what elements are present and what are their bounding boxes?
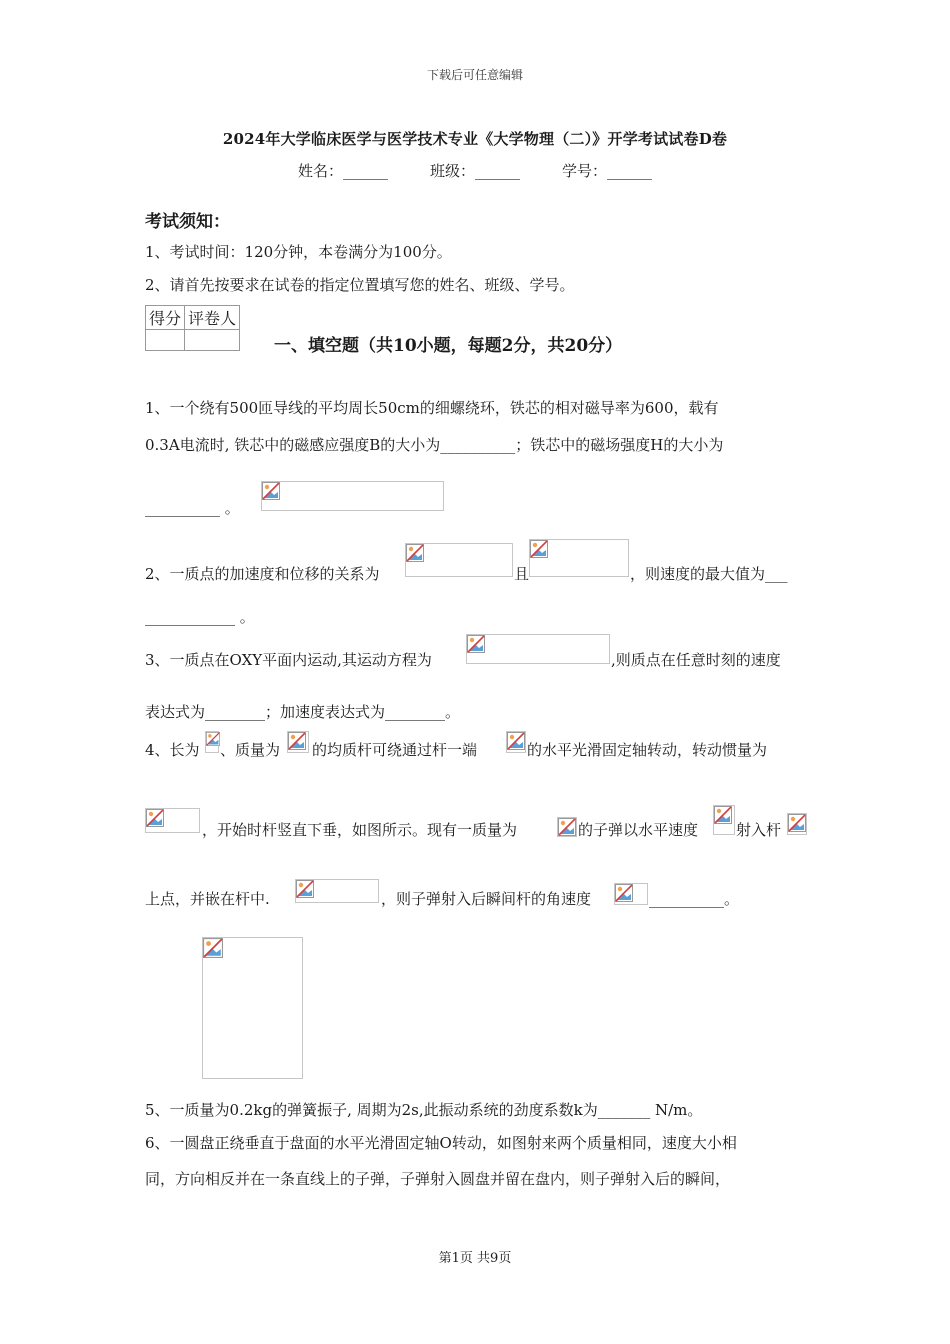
- q4-text-e: ，开始时杆竖直下垂，如图所示。现有一质量为: [202, 821, 518, 839]
- figure-image: [202, 937, 303, 1079]
- broken-image-icon: [615, 884, 633, 902]
- q4-text-g: 射入杆: [736, 821, 782, 839]
- score-header: 得分: [146, 306, 185, 330]
- formula-image: [261, 481, 444, 511]
- class-field: 班级：______: [429, 162, 520, 180]
- formula-image: [506, 731, 526, 753]
- broken-image-icon: [507, 732, 525, 750]
- section-title: 一、填空题（共10小题，每题2分，共20分）: [274, 336, 623, 356]
- score-cell: [146, 330, 185, 351]
- broken-image-icon: [296, 880, 314, 898]
- broken-image-icon: [530, 540, 548, 558]
- notice-item: 1、考试时间：120分钟，本卷满分为100分。: [145, 243, 452, 261]
- student-id-field: 学号：______: [562, 162, 653, 180]
- q3-text-a: 3、一质点在OXY平面内运动,其运动方程为: [145, 651, 432, 669]
- q2-text-b: 且: [514, 565, 530, 583]
- q4-text-i: ，则子弹射入后瞬间杆的角速度: [381, 890, 592, 908]
- header-note: 下载后可任意编辑: [426, 68, 523, 82]
- q1-line1: 1、一个绕有500匝导线的平均周长50cm的细螺绕环，铁芯的相对磁导率为600，载有: [145, 399, 719, 417]
- broken-image-icon: [558, 818, 576, 836]
- q4-text-f: 的子弹以水平速度: [578, 821, 699, 839]
- broken-image-icon: [467, 635, 485, 653]
- page-footer: 第1页 共9页: [438, 1251, 512, 1266]
- formula-image: [405, 543, 513, 577]
- q6-line2: 同，方向相反并在一条直线上的子弹，子弹射入圆盘并留在盘内，则子弹射入后的瞬间，: [145, 1170, 731, 1188]
- q2-text-c: ，则速度的最大值为___: [630, 565, 788, 583]
- broken-image-icon: [146, 809, 164, 827]
- formula-image: [614, 883, 648, 905]
- grader-header: 评卷人: [185, 306, 240, 330]
- formula-image: [787, 813, 807, 835]
- q1-line2: 0.3A电流时, 铁芯中的磁感应强度B的大小为__________；铁芯中的磁场强度H的大小为: [145, 436, 724, 454]
- broken-image-icon: [262, 482, 280, 500]
- score-table: [145, 305, 240, 351]
- q2-text-a: 2、一质点的加速度和位移的关系为: [145, 565, 380, 583]
- grader-cell: [185, 330, 240, 351]
- q5-text: 5、一质量为0.2kg的弹簧振子, 周期为2s,此振动系统的劲度系数k为_______ N/m。: [145, 1101, 703, 1119]
- q4-text-c: 的均质杆可绕通过杆一端: [312, 741, 478, 759]
- q4-text-b: 、质量为: [220, 741, 281, 759]
- formula-image: [205, 731, 219, 753]
- formula-image: [713, 805, 735, 835]
- formula-image: [466, 634, 610, 664]
- q2-line2: ____________ 。: [145, 608, 255, 626]
- name-field: 姓名：______: [297, 162, 388, 180]
- exam-title: 2024年大学临床医学与医学技术专业《大学物理（二）》开学考试试卷D卷: [222, 130, 728, 148]
- formula-image: [145, 808, 200, 833]
- q4-text-h: 上点，并嵌在杆中.: [145, 890, 270, 908]
- notice-item: 2、请首先按要求在试卷的指定位置填写您的姓名、班级、学号。: [145, 276, 575, 294]
- formula-image: [295, 879, 379, 903]
- broken-image-icon: [788, 814, 806, 832]
- q1-line3: __________ 。: [145, 499, 240, 517]
- q3-text-b: ,则质点在任意时刻的速度: [611, 651, 781, 669]
- formula-image: [557, 817, 577, 837]
- broken-image-icon: [714, 806, 732, 824]
- notice-heading: 考试须知：: [145, 212, 230, 232]
- q4-text-a: 4、长为: [145, 741, 200, 759]
- formula-image: [287, 731, 309, 753]
- broken-image-icon: [203, 938, 223, 958]
- broken-image-icon: [206, 732, 220, 746]
- broken-image-icon: [406, 544, 424, 562]
- q3-line2: 表达式为________；加速度表达式为________。: [145, 703, 461, 721]
- formula-image: [529, 539, 629, 577]
- q6-line1: 6、一圆盘正绕垂直于盘面的水平光滑固定轴O转动，如图射来两个质量相同，速度大小相: [145, 1134, 737, 1152]
- q4-text-j: __________。: [649, 890, 740, 908]
- student-info-row: [0, 160, 950, 181]
- broken-image-icon: [288, 732, 306, 750]
- q4-text-d: 的水平光滑固定轴转动，转动惯量为: [527, 741, 768, 759]
